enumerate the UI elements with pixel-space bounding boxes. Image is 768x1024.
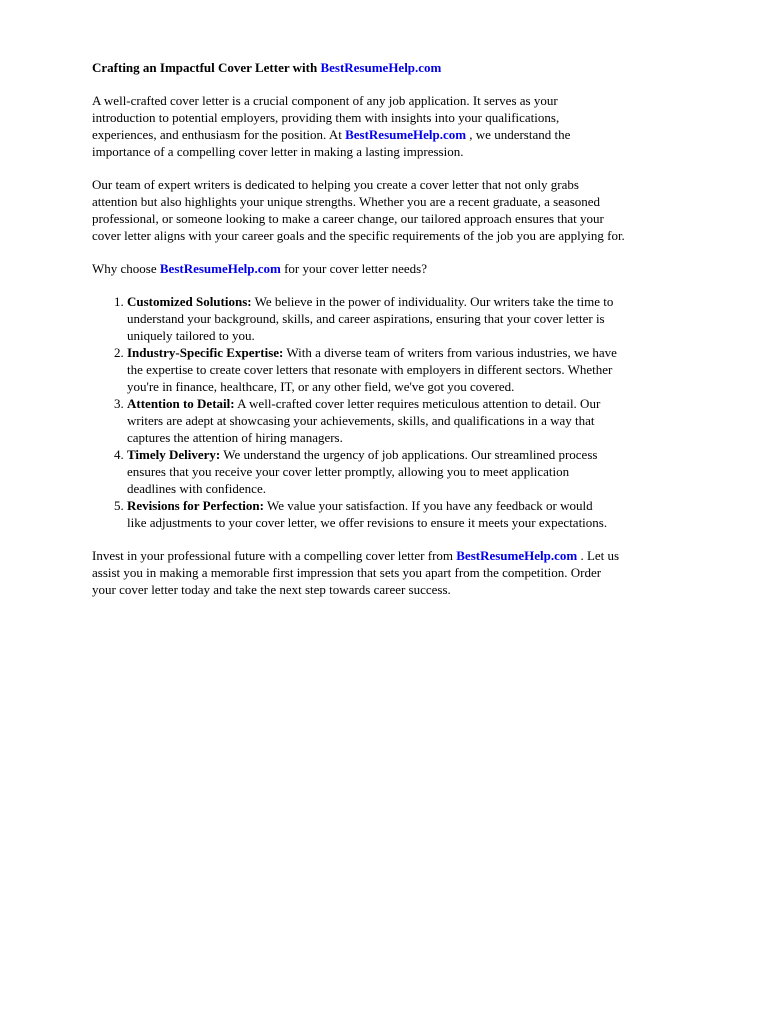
- list-item: [127, 344, 748, 395]
- text-line: [127, 446, 748, 463]
- team-paragraph: [92, 176, 748, 244]
- reason-label: Timely Delivery:: [127, 447, 221, 462]
- title-line: [92, 59, 748, 76]
- text-line: introduction to potential employers, providing them with insights into your qualifications,: [92, 110, 560, 125]
- bestresumehelp-link[interactable]: BestResumeHelp.com: [456, 548, 578, 563]
- text-segment: for your cover letter needs?: [280, 261, 428, 276]
- text-line: [127, 344, 748, 361]
- document-title: [92, 59, 748, 76]
- list-item: [127, 497, 748, 531]
- text-line: [92, 126, 748, 143]
- text-line: deadlines with confidence.: [127, 481, 266, 496]
- text-line: writers are adept at showcasing your achievements, skills, and qualifications in a way that: [127, 413, 595, 428]
- reason-label: Attention to Detail:: [127, 396, 235, 411]
- why-choose-paragraph: [92, 260, 748, 277]
- text-segment: With a diverse team of writers from various industries, we have: [283, 345, 617, 360]
- closing-paragraph: [92, 547, 748, 598]
- text-line: [92, 547, 748, 564]
- text-line: [127, 293, 748, 310]
- text-line: [127, 497, 748, 514]
- list-item: [127, 293, 748, 344]
- reason-label: Revisions for Perfection:: [127, 498, 264, 513]
- text-line: cover letter aligns with your career goals and the specific requirements of the job you are applying for.: [92, 228, 625, 243]
- text-line: understand your background, skills, and career aspirations, ensuring that your cover letter is: [127, 311, 605, 326]
- text-segment: , we understand the: [466, 127, 571, 142]
- text-line: importance of a compelling cover letter in making a lasting impression.: [92, 144, 464, 159]
- text-line: like adjustments to your cover letter, we offer revisions to ensure it meets your expectations.: [127, 515, 608, 530]
- reason-label: Customized Solutions:: [127, 294, 252, 309]
- text-segment: . Let us: [577, 548, 620, 563]
- text-line: [127, 395, 748, 412]
- reasons-list: [92, 293, 748, 531]
- text-line: attention but also highlights your unique strengths. Whether you are a recent graduate, a seasoned: [92, 194, 601, 209]
- text-segment: Invest in your professional future with a compelling cover letter from: [92, 548, 457, 563]
- text-line: Our team of expert writers is dedicated to helping you create a cover letter that not only grabs: [92, 177, 579, 192]
- text-segment: Why choose: [92, 261, 160, 276]
- bestresumehelp-link[interactable]: BestResumeHelp.com: [345, 127, 467, 142]
- text-segment: We believe in the power of individuality. Our writers take the time to: [251, 294, 614, 309]
- text-line: you're in finance, healthcare, IT, or any other field, we've got you covered.: [127, 379, 515, 394]
- text-line: A well-crafted cover letter is a crucial component of any job application. It serves as your: [92, 93, 558, 108]
- text-line: professional, or someone looking to make a career change, our tailored approach ensures that your: [92, 211, 604, 226]
- title-text: Crafting an Impactful Cover Letter with: [92, 60, 321, 75]
- text-line: [92, 260, 748, 277]
- bestresumehelp-link[interactable]: BestResumeHelp.com: [159, 261, 281, 276]
- text-line: ensures that you receive your cover letter promptly, allowing you to meet application: [127, 464, 570, 479]
- text-segment: experiences, and enthusiasm for the position. At: [92, 127, 346, 142]
- text-line: the expertise to create cover letters that resonate with employers in different sectors. Whether: [127, 362, 613, 377]
- bestresumehelp-link[interactable]: BestResumeHelp.com: [320, 60, 442, 75]
- list-item: [127, 395, 748, 446]
- text-segment: We understand the urgency of job applications. Our streamlined process: [220, 447, 598, 462]
- text-segment: A well-crafted cover letter requires meticulous attention to detail. Our: [234, 396, 601, 411]
- list-item: [127, 446, 748, 497]
- text-line: your cover letter today and take the next step towards career success.: [92, 582, 451, 597]
- text-line: uniquely tailored to you.: [127, 328, 255, 343]
- text-segment: We value your satisfaction. If you have any feedback or would: [263, 498, 593, 513]
- intro-paragraph: [92, 92, 748, 160]
- reason-label: Industry-Specific Expertise:: [127, 345, 284, 360]
- text-line: captures the attention of hiring managers.: [127, 430, 343, 445]
- text-line: assist you in making a memorable first impression that sets you apart from the competition. Order: [92, 565, 602, 580]
